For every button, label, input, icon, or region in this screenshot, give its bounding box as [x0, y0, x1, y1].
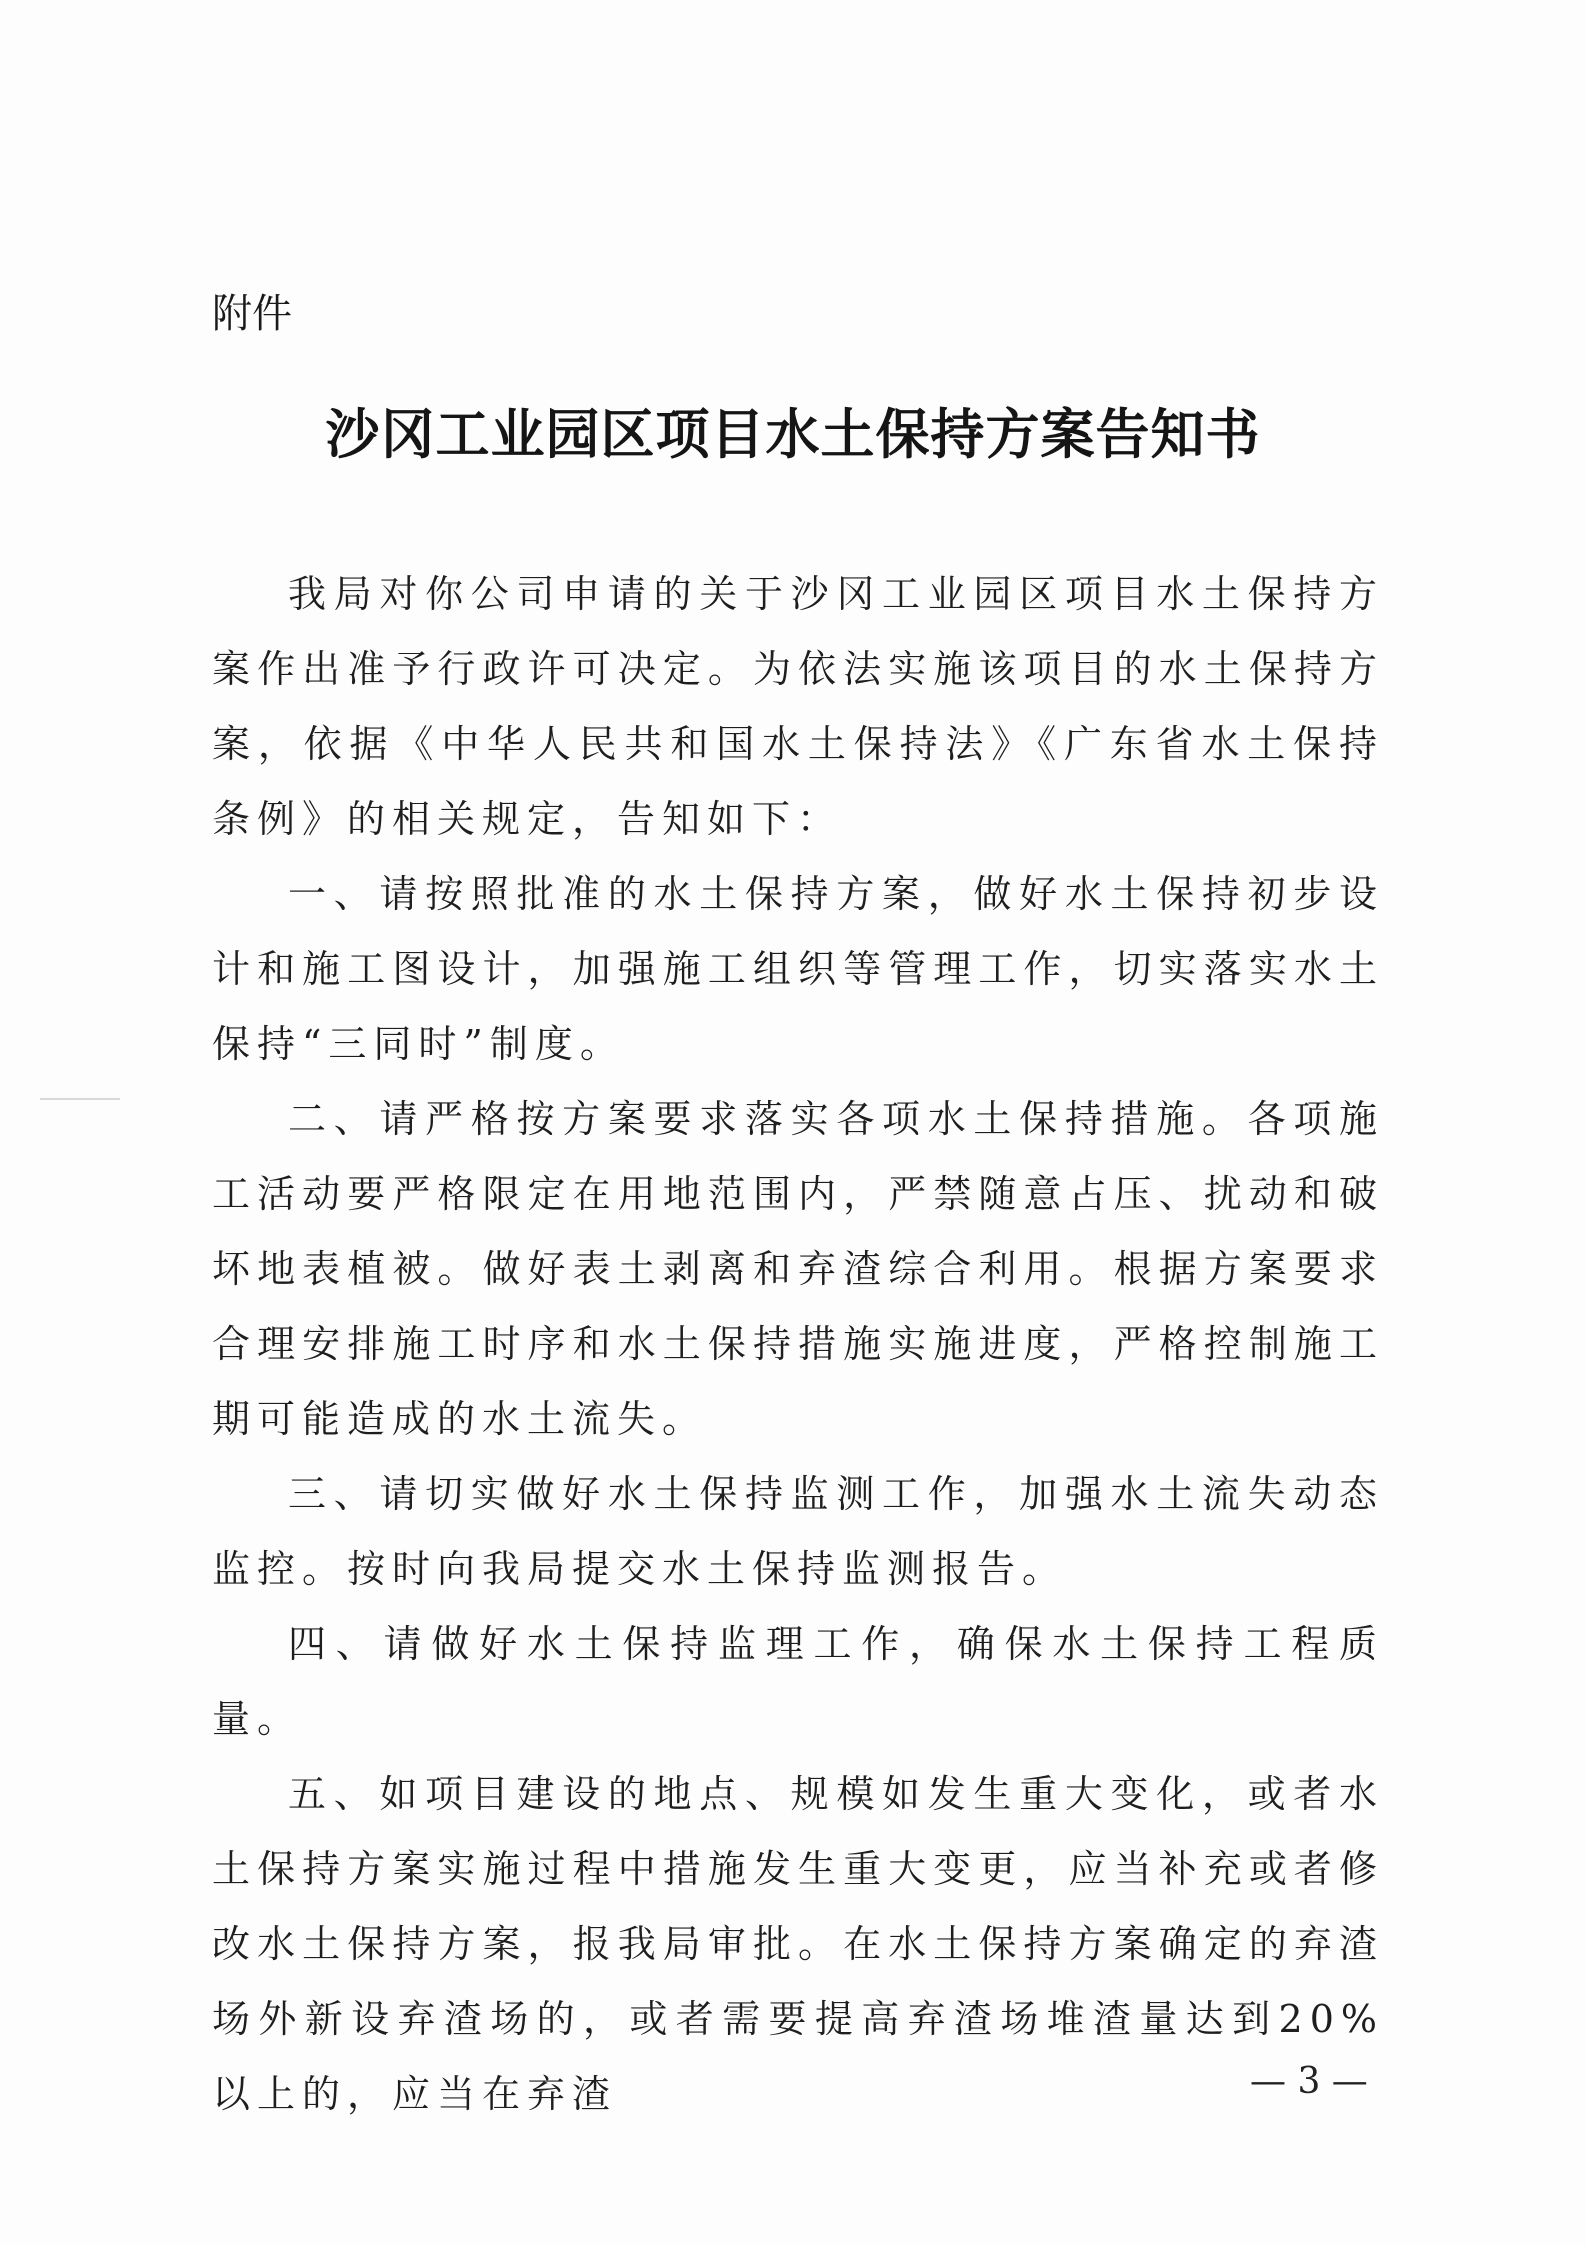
- paragraph-item-2: 二、请严格按方案要求落实各项水土保持措施。各项施工活动要严格限定在用地范围内，严禁随意占压、扰动和破坏地表植被。做好表土剥离和弃渣综合利用。根据方案要求合理安排施工时序和水土保持措施实施进度，严格控制施工期可能造成的水土流失。: [212, 1097, 1384, 1441]
- scan-artifact: [40, 1098, 120, 1100]
- attachment-label: 附件: [212, 291, 292, 337]
- document-body: [212, 557, 1384, 2132]
- paragraph-item-5: 五、如项目建设的地点、规模如发生重大变化，或者水土保持方案实施过程中措施发生重大变更，应当补充或者修改水土保持方案，报我局审批。在水土保持方案确定的弃渣场外新设弃渣场的，或者需要提高弃渣场堆渣量达到20%以上的，应当在弃渣: [212, 1772, 1384, 2116]
- paragraph-intro: 我局对你公司申请的关于沙冈工业园区项目水土保持方案作出准予行政许可决定。为依法实施该项目的水土保持方案，依据《中华人民共和国水土保持法》《广东省水土保持条例》的相关规定，告知如下：: [212, 572, 1384, 841]
- paragraph-item-3: 三、请切实做好水土保持监测工作，加强水土流失动态监控。按时向我局提交水土保持监测报告。: [212, 1472, 1384, 1591]
- paragraph-item-1: 一、请按照批准的水土保持方案，做好水土保持初步设计和施工图设计，加强施工组织等管理工作，切实落实水土保持“三同时”制度。: [212, 872, 1384, 1066]
- paragraph-item-4: 四、请做好水土保持监理工作，确保水土保持工程质量。: [212, 1622, 1384, 1741]
- document-title: 沙冈工业园区项目水土保持方案告知书: [325, 402, 1261, 466]
- page-number: — 3 —: [1250, 2061, 1368, 2102]
